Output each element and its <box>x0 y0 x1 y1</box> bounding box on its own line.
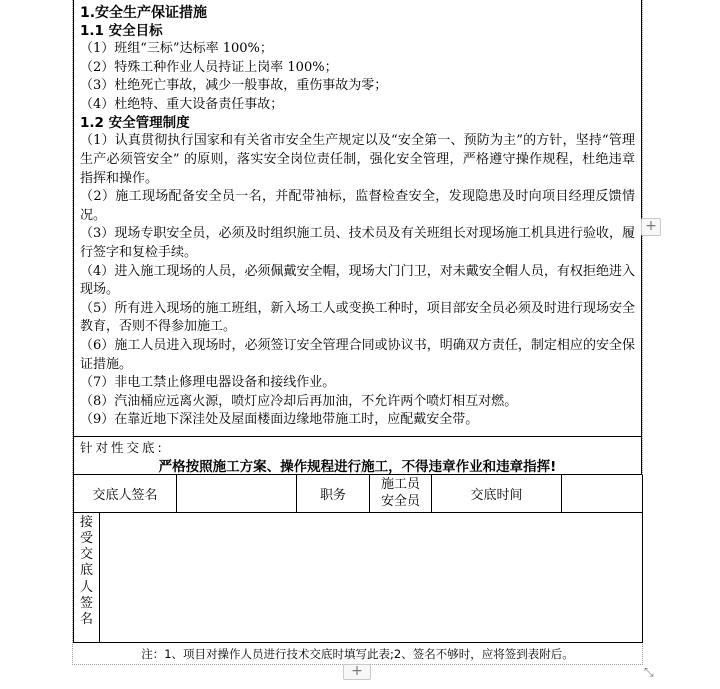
section-1-2-title: 1.2 安全管理制度 <box>80 115 190 132</box>
measures-content-cell <box>73 0 642 437</box>
disclosure-document <box>73 0 642 643</box>
rule-item: （2）施工现场配备安全员一名，并配带袖标，监督检查安全，发现隐患及时向项目经理反馈情况。 <box>80 189 635 223</box>
rule-item: （9）在靠近地下深洼处及屋面楼面边缘地带施工时，应配戴安全带。 <box>80 412 479 428</box>
signature-table <box>73 475 643 643</box>
rule-item: （3）现场专职安全员，必须及时组织施工员、技术员及有关班组长对现场施工机具进行验收，履行签字和复检手续。 <box>80 226 635 260</box>
resize-handle-icon[interactable]: ⤡ <box>644 665 654 679</box>
footnote: 注：1、项目对操作人员进行技术交底时填写此表;2、签名不够时，应将签到表附后。 <box>141 647 574 661</box>
targeted-disclosure-text: 严格按照施工方案、操作规程进行施工，不得违章作业和违章指挥! <box>158 459 557 475</box>
rule-item: （5）所有进入现场的施工班组，新入场工人或变换工种时，项目部安全员必须及时进行现场安全教育，否则不得参加施工。 <box>80 300 635 335</box>
section-1-title: 1.安全生产保证措施 <box>80 5 208 21</box>
rule-item: （4）进入施工现场的人员，必须佩戴安全帽，现场大门门卫，对未戴安全帽人员，有权拒绝进入现场。 <box>80 263 635 298</box>
safety-officer-label <box>370 475 432 512</box>
targeted-disclosure-label: 针对性交底: <box>80 440 165 455</box>
add-row-button[interactable]: + <box>343 664 371 680</box>
goal-item: （4）杜绝特、重大设备责任事故； <box>80 96 284 112</box>
safety-officer-label-line-2: 安全员 <box>381 494 421 510</box>
discloser-signature-field[interactable] <box>177 475 297 512</box>
section-1-1-title: 1.1 安全目标 <box>80 23 163 39</box>
rule-item: （1）认真贯彻执行国家和有关省市安全生产规定以及“安全第一、预防为主”的方针，坚持“管理生产必须管安全” 的原则，落实安全岗位责任制，强化安全管理，严格遵守操作规程，杜绝违章指挥和操作。 <box>80 133 635 186</box>
position-label: 职务 <box>297 475 370 512</box>
recipient-signature-label: 接 受 交 底 人 签 名 <box>74 512 100 642</box>
targeted-disclosure-cell <box>73 437 642 475</box>
discloser-signature-label: 交底人签名 <box>74 475 177 512</box>
disclosure-time-label: 交底时间 <box>432 475 562 512</box>
disclosure-time-field[interactable] <box>562 475 643 512</box>
goal-item: （2）特殊工种作业人员持证上岗率 100%； <box>80 59 338 75</box>
safety-officer-label-line-1: 施工员 <box>381 477 421 493</box>
add-column-button[interactable]: + <box>641 218 661 236</box>
goal-item: （1）班组“三标”达标率 100%； <box>80 41 273 56</box>
rule-item: （6）施工人员进入现场时，必须签订安全管理合同或协议书，明确双方责任，制定相应的安全保证措施。 <box>80 337 635 372</box>
recipient-signature-field[interactable] <box>100 512 643 642</box>
rule-item: （8）汽油桶应远离火源，喷灯应冷却后再加油，不允许两个喷灯相互对燃。 <box>80 393 518 409</box>
goal-item: （3）杜绝死亡事故，减少一般事故，重伤事故为零； <box>80 78 388 94</box>
rule-item: （7）非电工禁止修理电器设备和接线作业。 <box>80 375 336 391</box>
